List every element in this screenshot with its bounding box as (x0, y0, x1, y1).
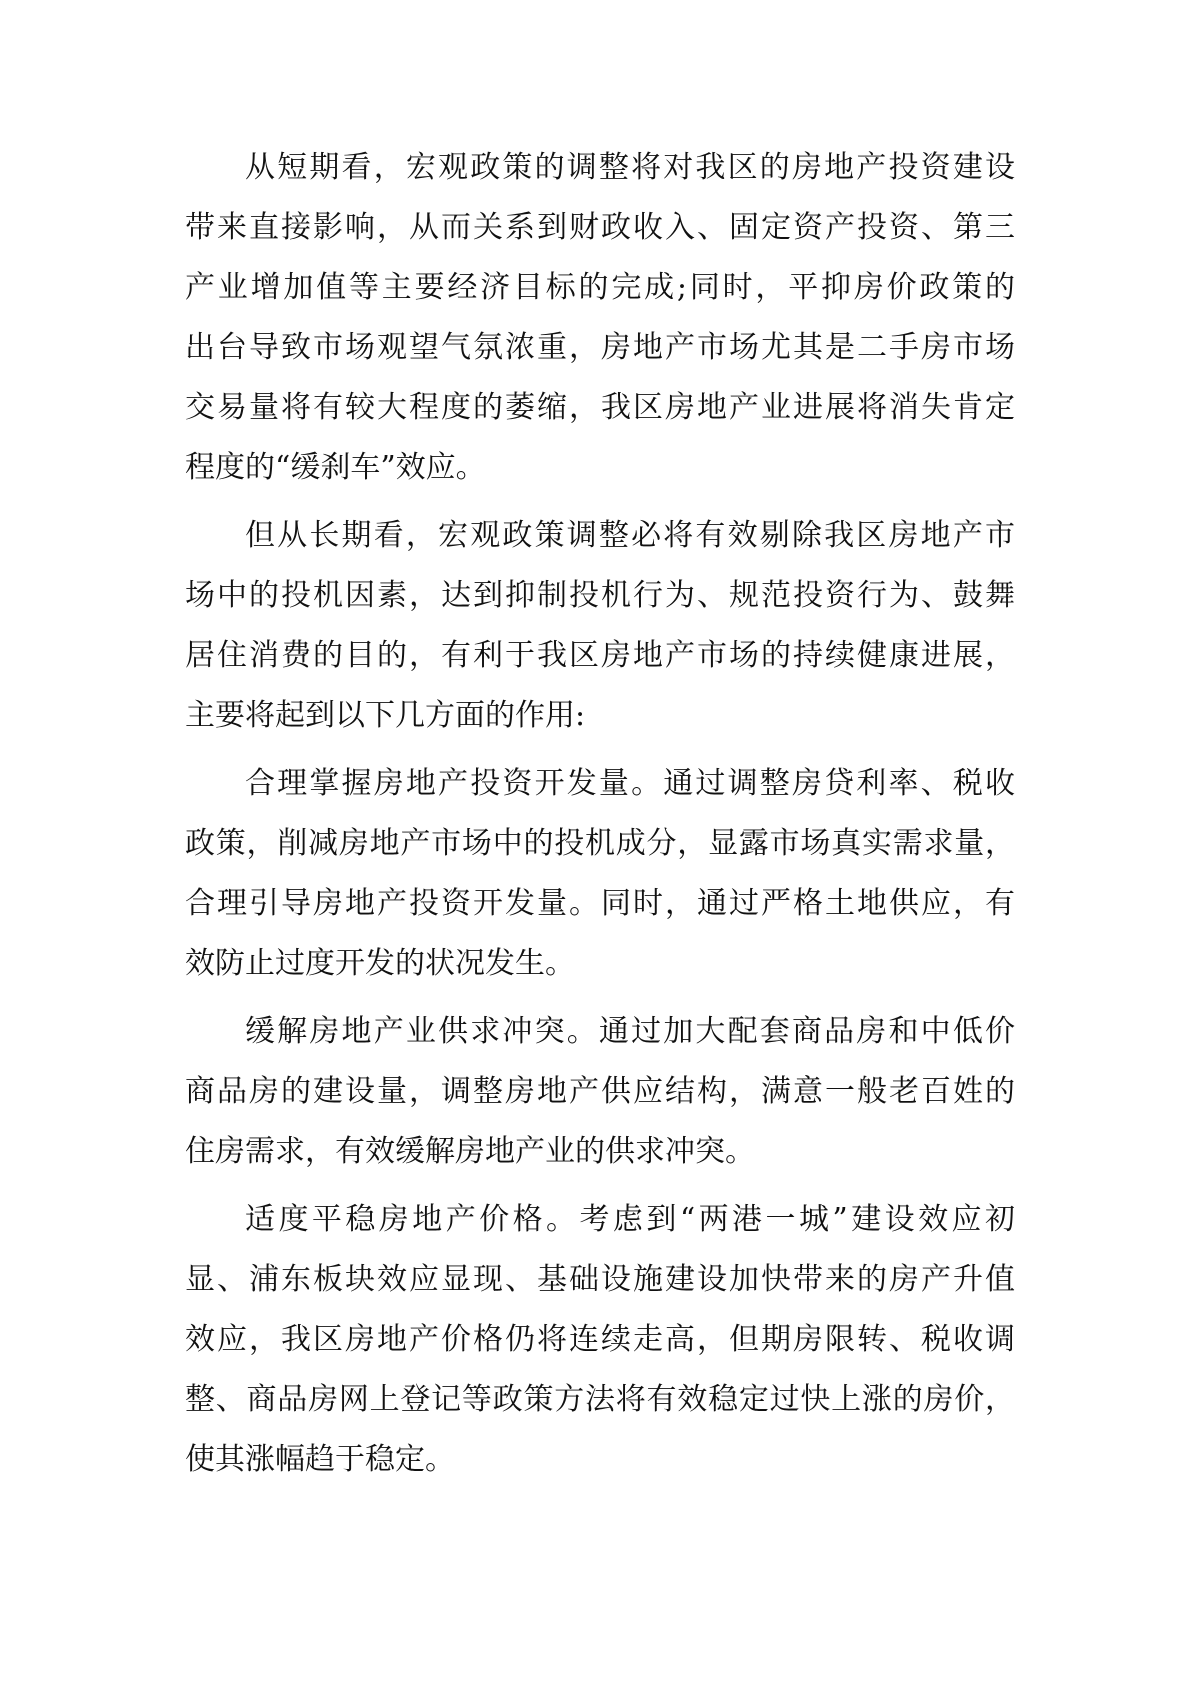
text-line: 出台导致市场观望气氛浓重，房地产市场尤其是二手房市场 (185, 330, 1015, 365)
text-line: 使其涨幅趋于稳定。 (185, 1442, 455, 1477)
text-line: 政策，削减房地产市场中的投机成分，显露市场真实需求量， (185, 826, 1015, 861)
paragraph-stabilize-prices (185, 1190, 1015, 1490)
paragraph-supply-demand (185, 1002, 1015, 1182)
text-line: 程度的“缓刹车”效应。 (185, 450, 486, 485)
text-line: 效应，我区房地产价格仍将连续走高，但期房限转、税收调 (185, 1322, 1015, 1357)
paragraph-short-term-impact (185, 138, 1015, 498)
text-line: 住房需求，有效缓解房地产业的供求冲突。 (185, 1134, 755, 1169)
document-body (185, 138, 1015, 1490)
text-line: 但从长期看，宏观政策调整必将有效剔除我区房地产市 (245, 518, 1015, 553)
text-line: 商品房的建设量，调整房地产供应结构，满意一般老百姓的 (185, 1074, 1015, 1109)
text-line: 显、浦东板块效应显现、基础设施建设加快带来的房产升值 (185, 1262, 1015, 1297)
text-line: 效防止过度开发的状况发生。 (185, 946, 575, 981)
text-line: 整、商品房网上登记等政策方法将有效稳定过快上涨的房价， (185, 1382, 1015, 1417)
text-line: 主要将起到以下几方面的作用: (185, 698, 586, 733)
text-line: 交易量将有较大程度的萎缩，我区房地产业进展将消失肯定 (185, 390, 1015, 425)
text-line: 合理掌握房地产投资开发量。通过调整房贷利率、税收 (245, 766, 1015, 801)
paragraph-control-investment (185, 754, 1015, 994)
text-line: 合理引导房地产投资开发量。同时，通过严格土地供应，有 (185, 886, 1015, 921)
text-line: 适度平稳房地产价格。考虑到“两港一城”建设效应初 (245, 1202, 1015, 1237)
text-line: 缓解房地产业供求冲突。通过加大配套商品房和中低价 (245, 1014, 1015, 1049)
text-line: 居住消费的目的，有利于我区房地产市场的持续健康进展， (185, 638, 1015, 673)
text-line: 从短期看，宏观政策的调整将对我区的房地产投资建设 (245, 150, 1015, 185)
text-line: 带来直接影响，从而关系到财政收入、固定资产投资、第三 (185, 210, 1015, 245)
paragraph-long-term-impact (185, 506, 1015, 746)
text-line: 产业增加值等主要经济目标的完成;同时，平抑房价政策的 (185, 270, 1015, 305)
text-line: 场中的投机因素，达到抑制投机行为、规范投资行为、鼓舞 (185, 578, 1015, 613)
